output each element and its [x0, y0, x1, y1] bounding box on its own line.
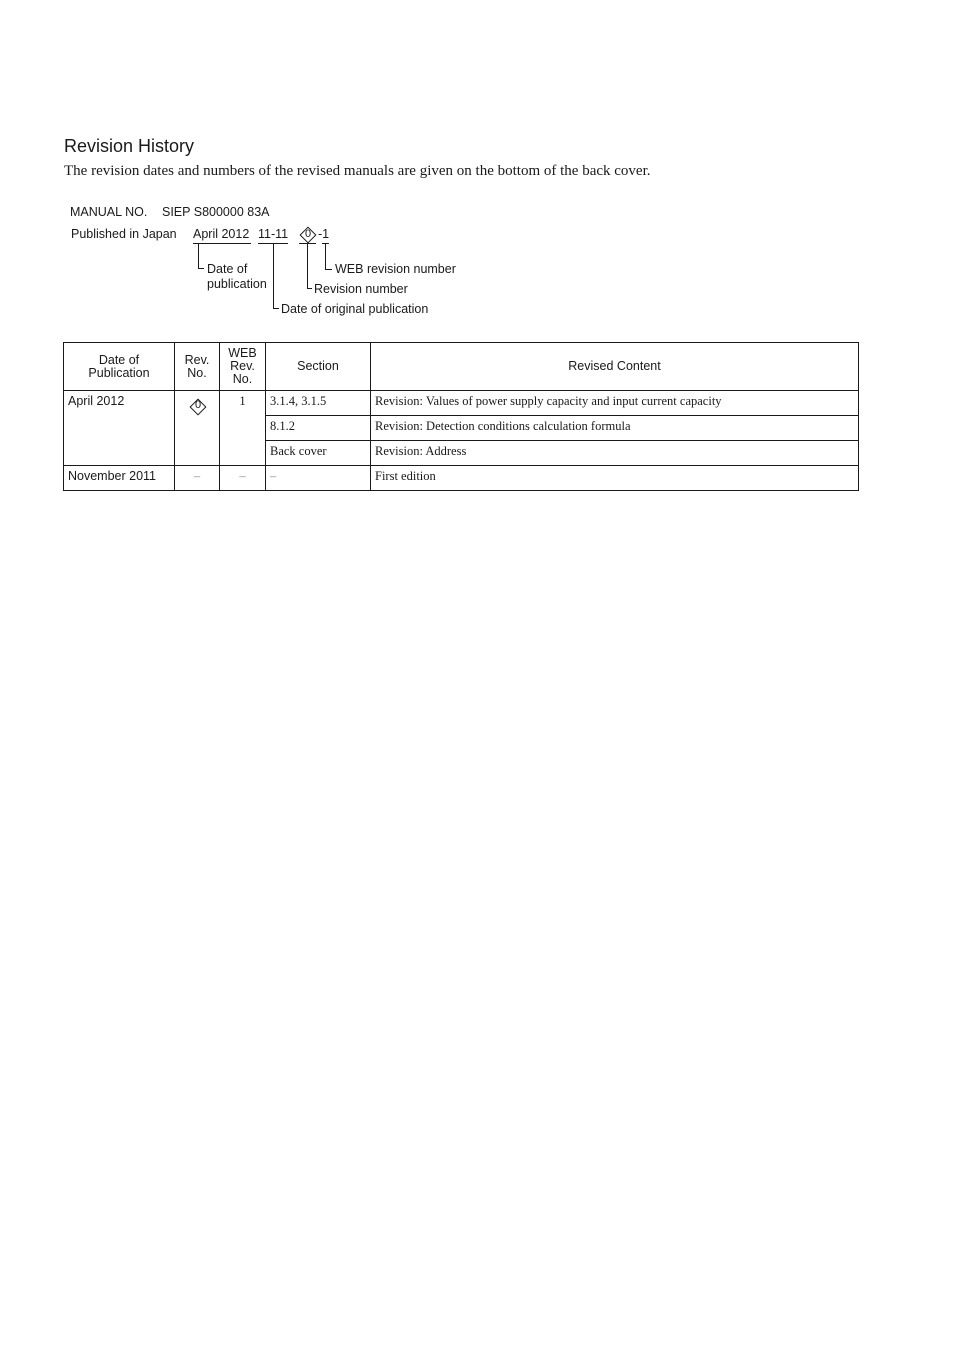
underline-date — [193, 243, 251, 244]
table-header-row — [64, 343, 859, 391]
row-content: First edition — [371, 466, 859, 491]
header-section: Section — [266, 343, 371, 391]
revision-number-label: Revision number — [314, 282, 408, 296]
leader-date — [198, 244, 199, 269]
row-section: – — [266, 466, 371, 491]
row-web-rev: – — [220, 466, 266, 491]
row-web-rev: 1 — [220, 391, 266, 466]
row-content: Revision: Values of power supply capacity and input current capacity — [371, 391, 859, 416]
page-title: Revision History — [64, 136, 195, 156]
intro-text: The revision dates and numbers of the revised manuals are given on the bottom of the back cover. — [64, 163, 651, 179]
header-rev: Rev. No. — [175, 343, 220, 391]
row-rev-symbol: 0 — [194, 399, 202, 411]
row-content: Revision: Detection conditions calculation formula — [371, 416, 859, 441]
leader-revision-tick — [307, 288, 312, 289]
web-suffix: -1 — [318, 227, 330, 241]
leader-original-tick — [273, 308, 279, 309]
date-of-label-line2: publication — [207, 277, 267, 291]
manual-no-label: MANUAL NO. — [70, 205, 148, 219]
table-row — [64, 466, 859, 491]
leader-revision — [307, 244, 308, 289]
leader-date-tick — [198, 268, 204, 269]
header-date: Date of Publication — [64, 343, 175, 391]
row-rev — [175, 391, 220, 466]
header-content: Revised Content — [371, 343, 859, 391]
row-content: Revision: Address — [371, 441, 859, 466]
original-publication-label: Date of original publication — [281, 302, 429, 316]
manual-no-value: SIEP S800000 83A — [162, 205, 270, 219]
revision-table — [63, 342, 859, 491]
row-date: April 2012 — [64, 391, 175, 466]
leader-web-tick — [325, 269, 332, 270]
row-section: 8.1.2 — [266, 416, 371, 441]
row-section: Back cover — [266, 441, 371, 466]
row-section: 3.1.4, 3.1.5 — [266, 391, 371, 416]
publication-date: April 2012 — [193, 227, 250, 241]
leader-web — [325, 244, 326, 270]
leader-original — [273, 244, 274, 309]
header-web-rev: WEB Rev. No. — [220, 343, 266, 391]
revision-symbol: 0 — [304, 228, 312, 240]
date-of-label-line1: Date of — [207, 262, 248, 276]
row-date: November 2011 — [64, 466, 175, 491]
published-label: Published in Japan — [71, 227, 177, 241]
original-code: 11-11 — [258, 227, 289, 241]
table-row — [64, 391, 859, 416]
web-revision-label: WEB revision number — [335, 262, 456, 276]
row-rev: – — [175, 466, 220, 491]
